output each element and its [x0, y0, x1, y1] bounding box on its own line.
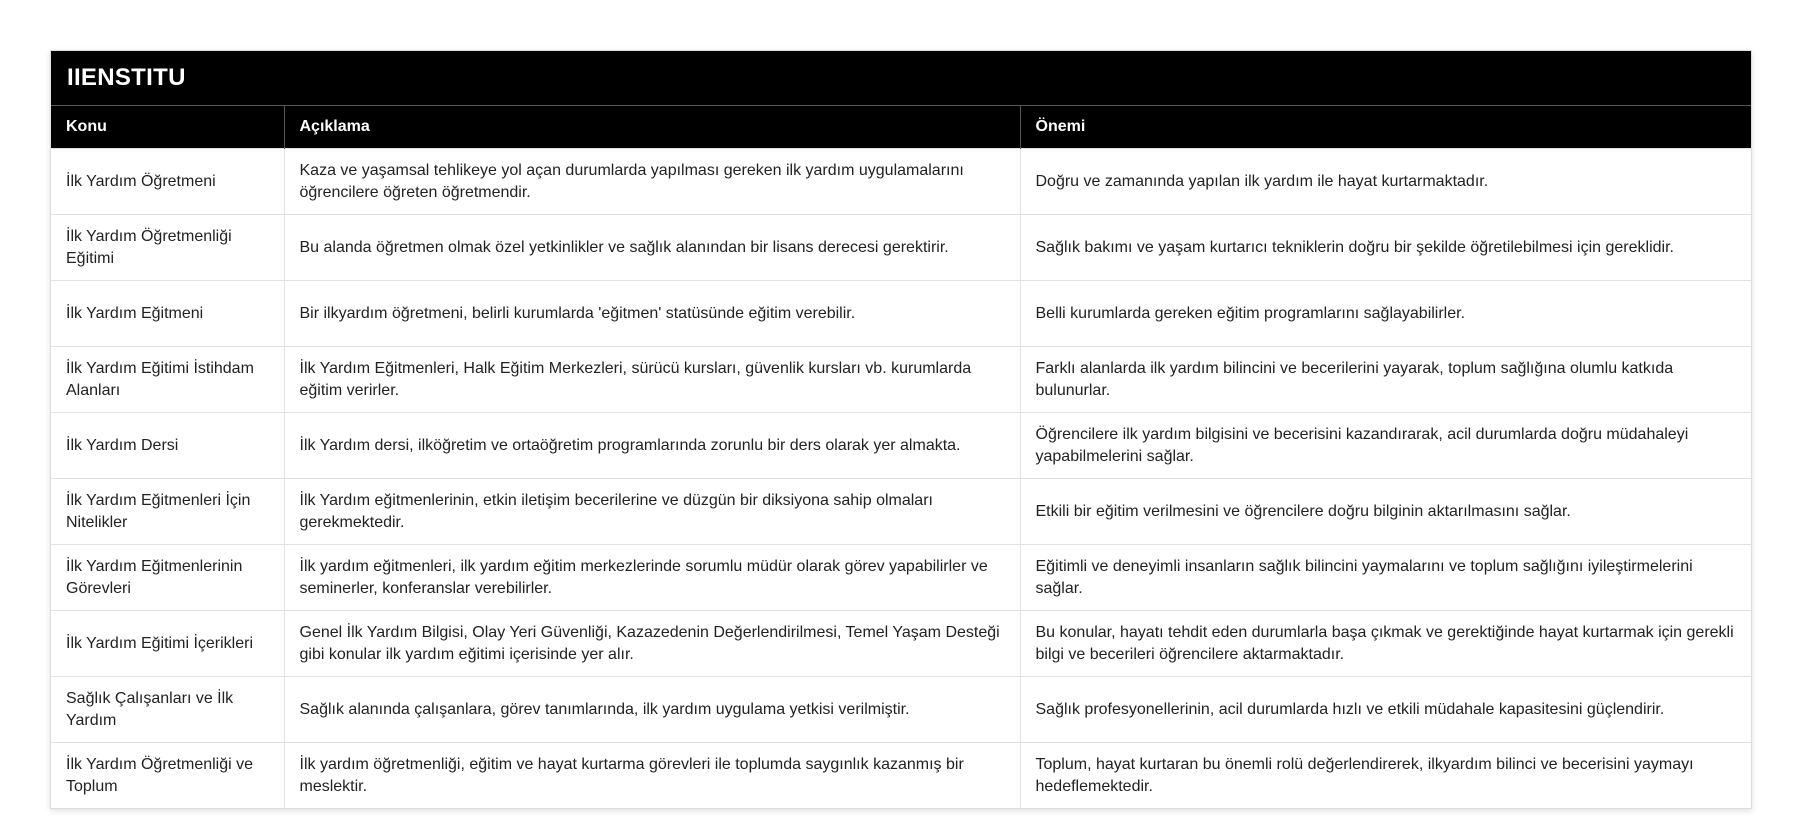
table-row — [51, 611, 1751, 677]
cell-description: Genel İlk Yardım Bilgisi, Olay Yeri Güvenliği, Kazazedenin Değerlendirilmesi, Temel Yaşam Desteği gibi konular ilk yardım eğitimi içerisinde yer alır. — [284, 611, 1020, 677]
cell-importance: Bu konular, hayatı tehdit eden durumlarla başa çıkmak ve gerektiğinde hayat kurtarmak için gerekli bilgi ve becerileri öğrencilere aktarmaktadır. — [1020, 611, 1751, 677]
cell-importance: Etkili bir eğitim verilmesini ve öğrencilere doğru bilginin aktarılmasını sağlar. — [1020, 479, 1751, 545]
table-row — [51, 479, 1751, 545]
cell-importance: Sağlık bakımı ve yaşam kurtarıcı tekniklerin doğru bir şekilde öğretilebilmesi için gereklidir. — [1020, 215, 1751, 281]
column-header-description: Açıklama — [284, 106, 1020, 149]
cell-topic: İlk Yardım Öğretmenliği ve Toplum — [51, 743, 284, 809]
cell-topic: İlk Yardım Dersi — [51, 413, 284, 479]
cell-importance: Eğitimli ve deneyimli insanların sağlık bilincini yaymalarını ve toplum sağlığını iyileştirmelerini sağlar. — [1020, 545, 1751, 611]
cell-description: İlk Yardım Eğitmenleri, Halk Eğitim Merkezleri, sürücü kursları, güvenlik kursları vb. kurumlarda eğitim verirler. — [284, 347, 1020, 413]
cell-importance: Öğrencilere ilk yardım bilgisini ve becerisini kazandırarak, acil durumlarda doğru müdahaleyi yapabilmelerini sağlar. — [1020, 413, 1751, 479]
column-header-importance: Önemi — [1020, 106, 1751, 149]
table-row — [51, 743, 1751, 809]
cell-importance: Belli kurumlarda gereken eğitim programlarını sağlayabilirler. — [1020, 281, 1751, 347]
table-row — [51, 149, 1751, 215]
cell-importance: Doğru ve zamanında yapılan ilk yardım ile hayat kurtarmaktadır. — [1020, 149, 1751, 215]
cell-importance: Toplum, hayat kurtaran bu önemli rolü değerlendirerek, ilkyardım bilinci ve becerisini yaymayı hedeflemektedir. — [1020, 743, 1751, 809]
table-card — [50, 50, 1752, 809]
cell-topic: İlk Yardım Öğretmeni — [51, 149, 284, 215]
table-row — [51, 281, 1751, 347]
cell-topic: İlk Yardım Eğitimi İçerikleri — [51, 611, 284, 677]
info-table — [51, 105, 1751, 808]
table-row — [51, 677, 1751, 743]
table-row — [51, 413, 1751, 479]
cell-topic: İlk Yardım Eğitmeni — [51, 281, 284, 347]
cell-description: Bir ilkyardım öğretmeni, belirli kurumlarda 'eğitmen' statüsünde eğitim verebilir. — [284, 281, 1020, 347]
cell-description: Bu alanda öğretmen olmak özel yetkinlikler ve sağlık alanından bir lisans derecesi gerektirir. — [284, 215, 1020, 281]
cell-description: Kaza ve yaşamsal tehlikeye yol açan durumlarda yapılması gereken ilk yardım uygulamalarını öğrencilere öğreten öğretmendir. — [284, 149, 1020, 215]
table-header-row — [51, 106, 1751, 149]
cell-description: Sağlık alanında çalışanlara, görev tanımlarında, ilk yardım uygulama yetkisi verilmiştir. — [284, 677, 1020, 743]
cell-topic: Sağlık Çalışanları ve İlk Yardım — [51, 677, 284, 743]
cell-description: İlk Yardım eğitmenlerinin, etkin iletişim becerilerine ve düzgün bir diksiyona sahip olmaları gerekmektedir. — [284, 479, 1020, 545]
cell-description: İlk Yardım dersi, ilköğretim ve ortaöğretim programlarında zorunlu bir ders olarak yer almakta. — [284, 413, 1020, 479]
cell-topic: İlk Yardım Öğretmenliği Eğitimi — [51, 215, 284, 281]
cell-importance: Sağlık profesyonellerinin, acil durumlarda hızlı ve etkili müdahale kapasitesini güçlendirir. — [1020, 677, 1751, 743]
cell-description: İlk yardım eğitmenleri, ilk yardım eğitim merkezlerinde sorumlu müdür olarak görev yapabilirler ve seminerler, konferanslar verebilirler. — [284, 545, 1020, 611]
column-header-topic: Konu — [51, 106, 284, 149]
cell-importance: Farklı alanlarda ilk yardım bilincini ve becerilerini yayarak, toplum sağlığına olumlu katkıda bulunurlar. — [1020, 347, 1751, 413]
cell-topic: İlk Yardım Eğitmenlerinin Görevleri — [51, 545, 284, 611]
cell-description: İlk yardım öğretmenliği, eğitim ve hayat kurtarma görevleri ile toplumda saygınlık kazanmış bir meslektir. — [284, 743, 1020, 809]
cell-topic: İlk Yardım Eğitimi İstihdam Alanları — [51, 347, 284, 413]
brand-title: IIENSTITU — [51, 51, 1751, 105]
cell-topic: İlk Yardım Eğitmenleri İçin Nitelikler — [51, 479, 284, 545]
table-row — [51, 215, 1751, 281]
table-row — [51, 545, 1751, 611]
table-row — [51, 347, 1751, 413]
